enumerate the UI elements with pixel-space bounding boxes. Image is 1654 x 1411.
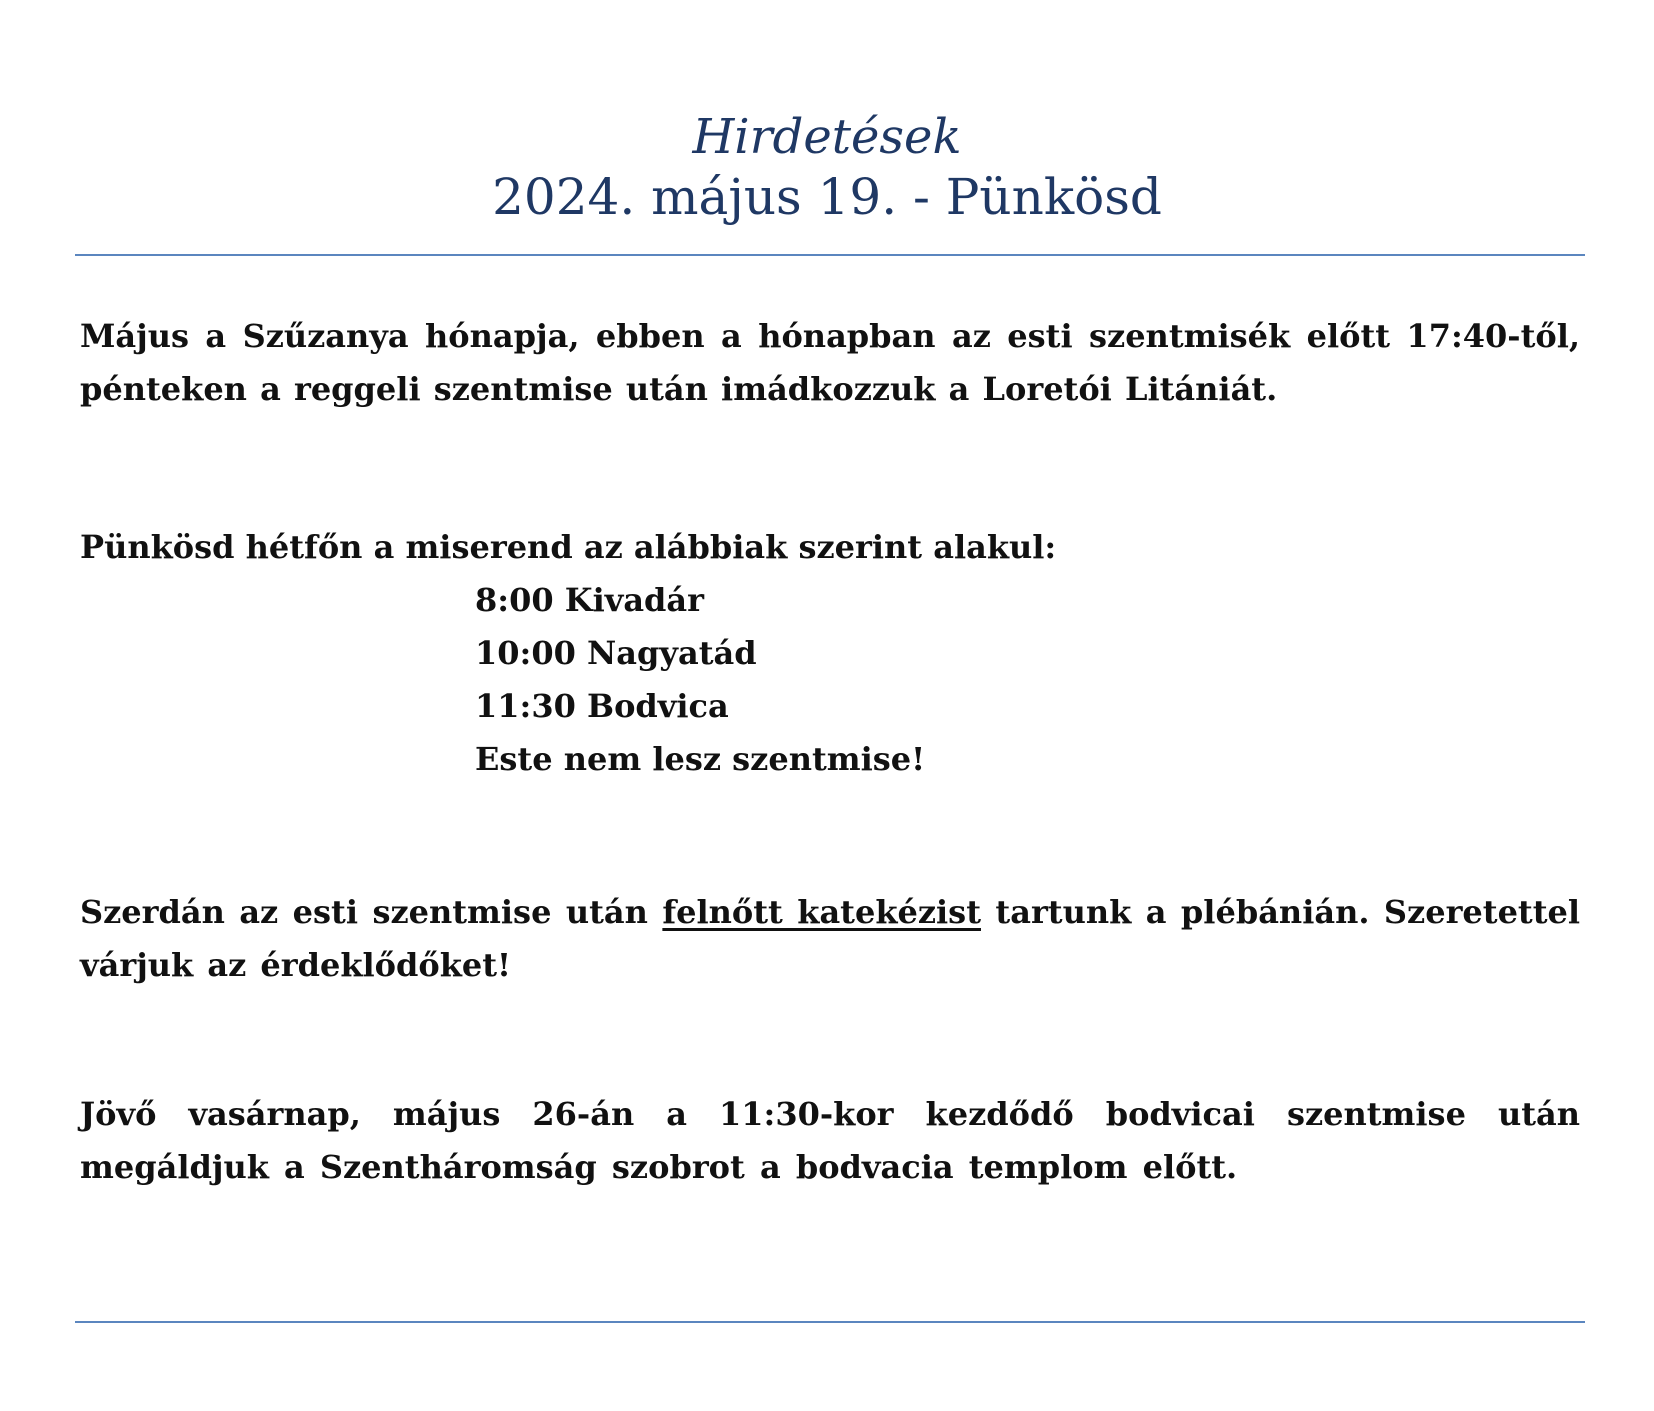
announcement-statue-blessing-line-2: megáldjuk a Szentháromság szobrot a bodvacia templom előtt. <box>80 1148 1238 1186</box>
document-header <box>0 108 1654 228</box>
announcement-statue-blessing-line-1: Jövő vasárnap, május 26-án a 11:30-kor kezdődő bodvicai szentmise után <box>80 1095 1580 1133</box>
schedule-item: 11:30 Bodvica <box>475 687 729 725</box>
announcement-pentecost-monday <box>80 521 1580 574</box>
announcement-catechesis <box>80 886 1580 992</box>
schedule-item: 8:00 Kivadár <box>475 581 705 619</box>
footer-divider <box>75 1321 1585 1323</box>
announcement-may-litany-line-1: Május a Szűzanya hónapja, ebben a hónapban az esti szentmisék előtt 17:40-től, <box>80 317 1580 355</box>
schedule-note: Este nem lesz szentmise! <box>475 740 926 778</box>
mass-schedule <box>475 574 925 786</box>
schedule-item: 10:00 Nagyatád <box>475 634 757 672</box>
announcement-may-litany-line-2: pénteken a reggeli szentmise után imádkozzuk a Loretói Litániát. <box>80 370 1278 408</box>
catechesis-text-after: tartunk a plébánián. Szeretettel <box>980 893 1581 931</box>
announcement-statue-blessing <box>80 1088 1580 1194</box>
announcement-catechesis-line-1 <box>80 886 1580 939</box>
document-subtitle: 2024. május 19. - Pünkösd <box>492 168 1162 226</box>
announcement-catechesis-line-2: várjuk az érdeklődőket! <box>80 946 512 984</box>
catechesis-text-before: Szerdán az esti szentmise után <box>80 893 663 931</box>
document-title: Hirdetések <box>692 109 962 165</box>
pentecost-monday-intro: Pünkösd hétfőn a miserend az alábbiak szerint alakul: <box>80 528 1057 566</box>
announcement-may-litany <box>80 310 1580 416</box>
catechesis-underlined-text: felnőtt katekézist <box>662 893 981 931</box>
header-divider <box>75 254 1585 256</box>
